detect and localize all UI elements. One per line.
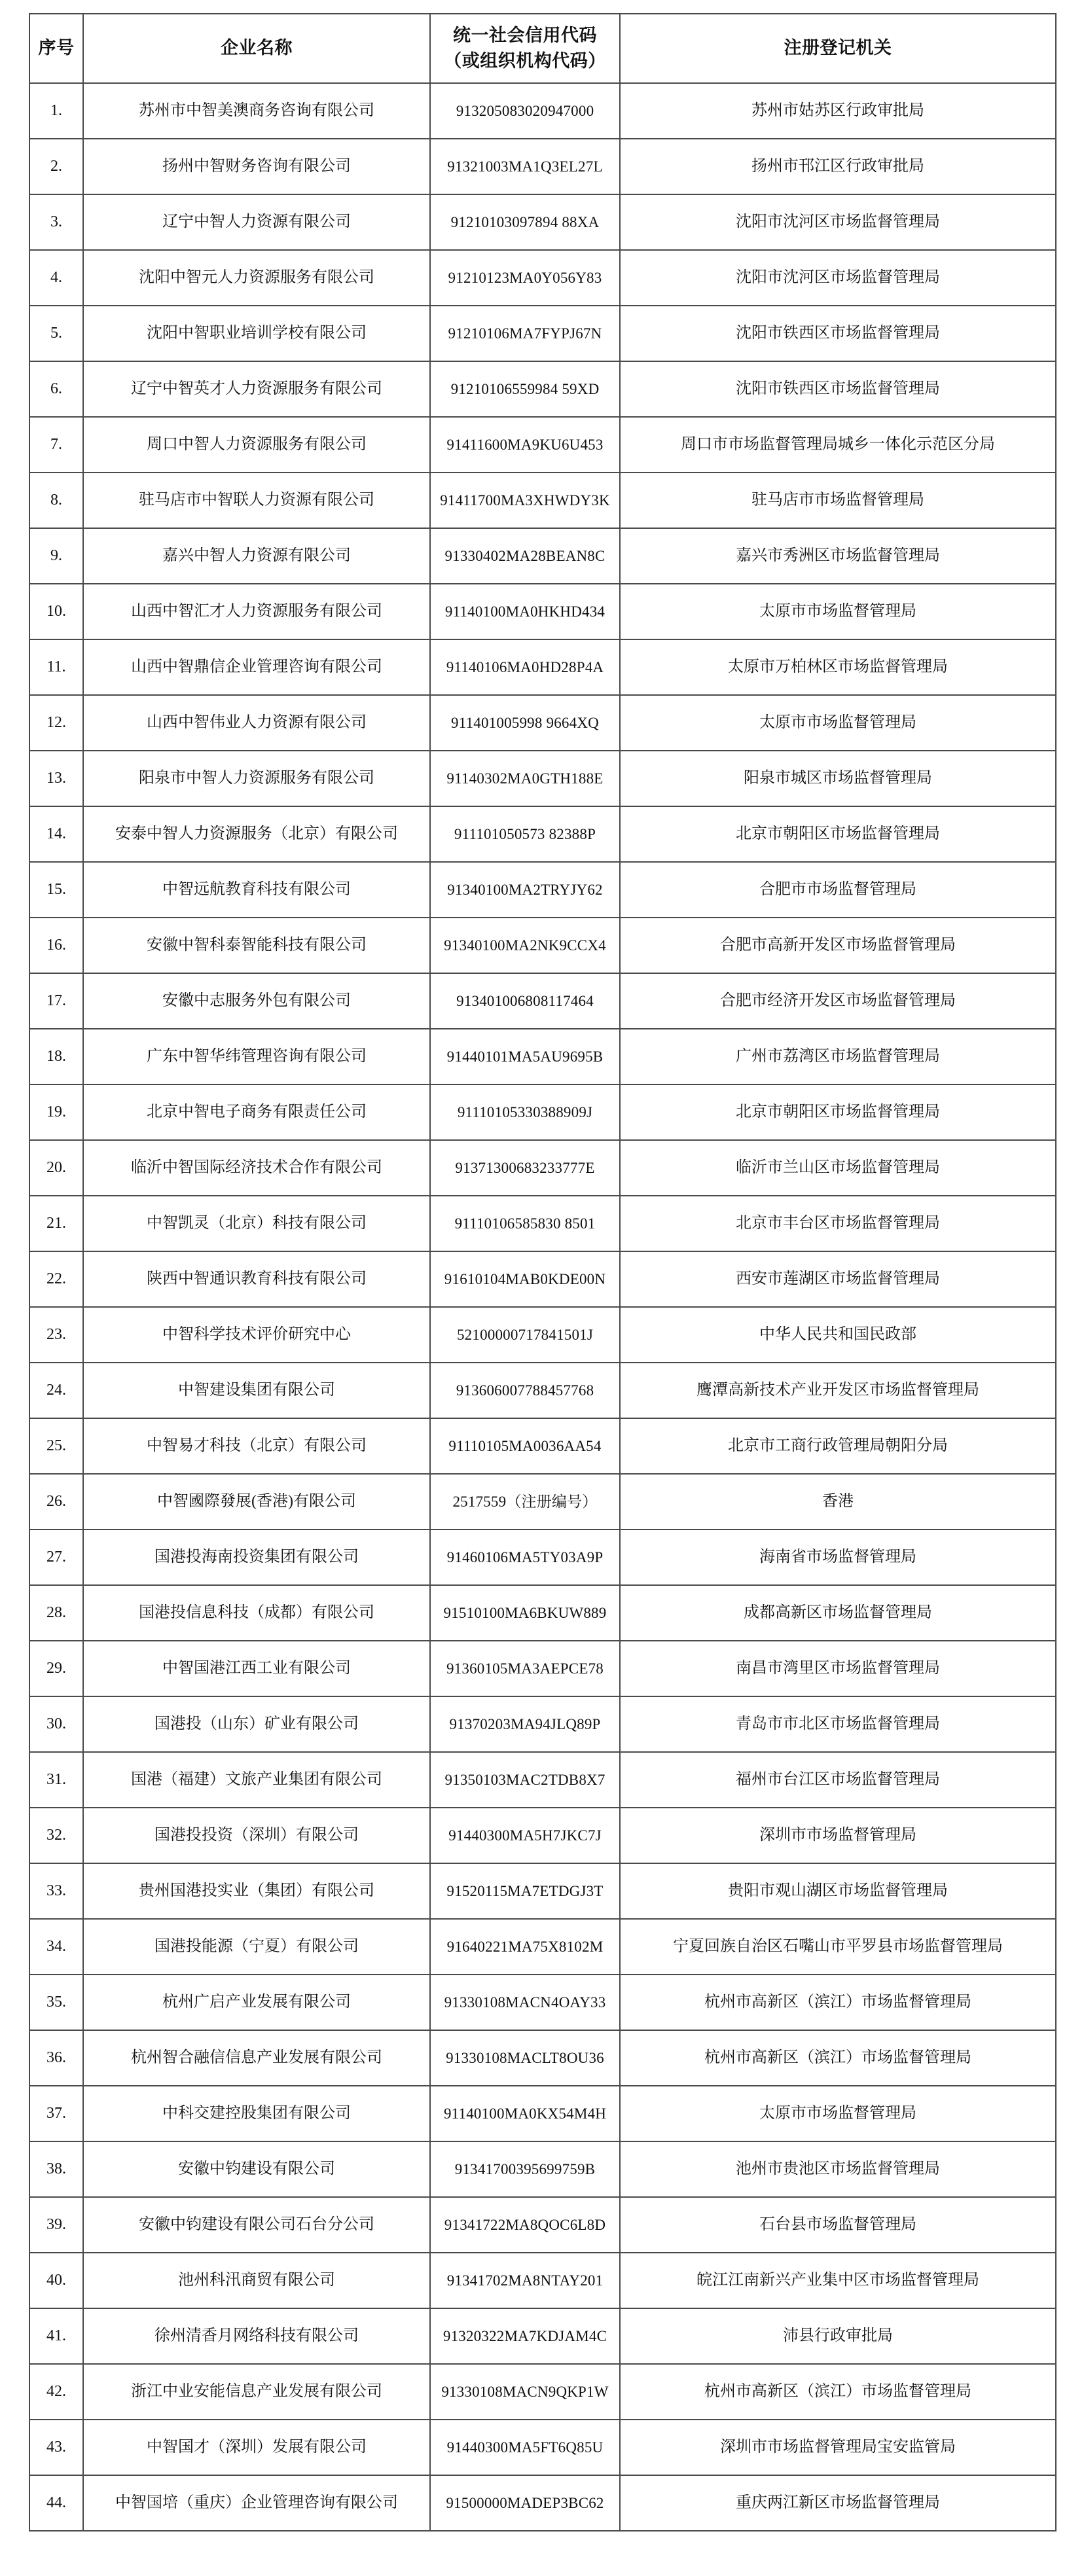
cell-credit-code: 91110105330388909J [430,1084,620,1140]
cell-enterprise-name: 中智國際發展(香港)有限公司 [83,1474,430,1530]
cell-registration-authority: 周口市市场监督管理局城乡一体化示范区分局 [620,417,1056,473]
cell-enterprise-name: 中智科学技术评价研究中心 [83,1307,430,1363]
cell-credit-code: 2517559（注册编号） [430,1474,620,1530]
cell-registration-authority: 深圳市市场监督管理局宝安监管局 [620,2420,1056,2475]
cell-enterprise-name: 中智凯灵（北京）科技有限公司 [83,1196,430,1251]
cell-index: 4. [29,250,83,306]
cell-registration-authority: 太原市市场监督管理局 [620,695,1056,751]
cell-enterprise-name: 安泰中智人力资源服务（北京）有限公司 [83,806,430,862]
table-row [29,139,1056,194]
cell-index: 39. [29,2197,83,2253]
cell-enterprise-name: 临沂中智国际经济技术合作有限公司 [83,1140,430,1196]
table-row [29,1975,1056,2030]
cell-registration-authority: 杭州市高新区（滨江）市场监督管理局 [620,1975,1056,2030]
table-row [29,2420,1056,2475]
cell-enterprise-name: 中智远航教育科技有限公司 [83,862,430,918]
cell-registration-authority: 海南省市场监督管理局 [620,1530,1056,1585]
cell-index: 31. [29,1752,83,1808]
cell-registration-authority: 沈阳市铁西区市场监督管理局 [620,361,1056,417]
cell-enterprise-name: 国港（福建）文旅产业集团有限公司 [83,1752,430,1808]
cell-credit-code: 91210106559984 59XD [430,361,620,417]
cell-index: 22. [29,1251,83,1307]
cell-index: 16. [29,918,83,973]
cell-credit-code: 91330108MACLT8OU36 [430,2030,620,2086]
cell-enterprise-name: 山西中智汇才人力资源服务有限公司 [83,584,430,639]
table-row [29,1752,1056,1808]
cell-registration-authority: 嘉兴市秀洲区市场监督管理局 [620,528,1056,584]
cell-registration-authority: 鹰潭高新技术产业开发区市场监督管理局 [620,1363,1056,1418]
cell-credit-code: 91640221MA75X8102M [430,1919,620,1975]
cell-index: 11. [29,639,83,695]
cell-index: 27. [29,1530,83,1585]
cell-registration-authority: 福州市台江区市场监督管理局 [620,1752,1056,1808]
cell-credit-code: 91140100MA0HKHD434 [430,584,620,639]
cell-credit-code: 91110105MA0036AA54 [430,1418,620,1474]
cell-registration-authority: 杭州市高新区（滨江）市场监督管理局 [620,2364,1056,2420]
cell-registration-authority: 沈阳市铁西区市场监督管理局 [620,306,1056,361]
cell-registration-authority: 深圳市市场监督管理局 [620,1808,1056,1863]
cell-index: 15. [29,862,83,918]
table-row [29,1530,1056,1585]
cell-enterprise-name: 沈阳中智元人力资源服务有限公司 [83,250,430,306]
cell-registration-authority: 贵阳市观山湖区市场监督管理局 [620,1863,1056,1919]
cell-enterprise-name: 国港投（山东）矿业有限公司 [83,1696,430,1752]
column-header-code-line-1: 统一社会信用代码 [453,25,597,45]
cell-registration-authority: 西安市莲湖区市场监督管理局 [620,1251,1056,1307]
cell-credit-code: 91210123MA0Y056Y83 [430,250,620,306]
cell-credit-code: 91340100MA2TRYJY62 [430,862,620,918]
cell-registration-authority: 苏州市姑苏区行政审批局 [620,83,1056,139]
cell-registration-authority: 太原市市场监督管理局 [620,584,1056,639]
cell-registration-authority: 临沂市兰山区市场监督管理局 [620,1140,1056,1196]
table-header [29,14,1056,83]
cell-registration-authority: 北京市丰台区市场监督管理局 [620,1196,1056,1251]
cell-enterprise-name: 辽宁中智人力资源有限公司 [83,194,430,250]
cell-enterprise-name: 安徽中志服务外包有限公司 [83,973,430,1029]
enterprise-registry-table [29,13,1057,2531]
cell-index: 36. [29,2030,83,2086]
cell-index: 10. [29,584,83,639]
cell-credit-code: 91341722MA8QOC6L8D [430,2197,620,2253]
table-row [29,1418,1056,1474]
cell-credit-code: 91510100MA6BKUW889 [430,1585,620,1641]
cell-credit-code: 911101050573 82388P [430,806,620,862]
cell-registration-authority: 合肥市经济开发区市场监督管理局 [620,973,1056,1029]
table-row [29,918,1056,973]
cell-enterprise-name: 中智国才（深圳）发展有限公司 [83,2420,430,2475]
table-row [29,528,1056,584]
cell-credit-code: 91110106585830 8501 [430,1196,620,1251]
cell-registration-authority: 合肥市市场监督管理局 [620,862,1056,918]
cell-index: 26. [29,1474,83,1530]
table-row [29,1919,1056,1975]
cell-credit-code: 91341700395699759B [430,2141,620,2197]
cell-enterprise-name: 国港投能源（宁夏）有限公司 [83,1919,430,1975]
column-header-org-line-1: 注册登记机关 [784,38,892,58]
column-header-index [29,14,83,83]
cell-enterprise-name: 北京中智电子商务有限责任公司 [83,1084,430,1140]
cell-registration-authority: 沛县行政审批局 [620,2308,1056,2364]
cell-index: 38. [29,2141,83,2197]
cell-index: 9. [29,528,83,584]
cell-index: 35. [29,1975,83,2030]
cell-registration-authority: 石台县市场监督管理局 [620,2197,1056,2253]
cell-enterprise-name: 嘉兴中智人力资源有限公司 [83,528,430,584]
cell-index: 42. [29,2364,83,2420]
cell-credit-code: 91330108MACN9QKP1W [430,2364,620,2420]
table-row [29,1863,1056,1919]
cell-credit-code: 913401006808117464 [430,973,620,1029]
cell-credit-code: 91411700MA3XHWDY3K [430,473,620,528]
cell-registration-authority: 驻马店市市场监督管理局 [620,473,1056,528]
table-row [29,751,1056,806]
cell-credit-code: 91140100MA0KX54M4H [430,2086,620,2141]
cell-index: 32. [29,1808,83,1863]
cell-enterprise-name: 周口中智人力资源服务有限公司 [83,417,430,473]
cell-index: 1. [29,83,83,139]
table-row [29,2030,1056,2086]
cell-enterprise-name: 山西中智鼎信企业管理咨询有限公司 [83,639,430,695]
cell-registration-authority: 太原市万柏林区市场监督管理局 [620,639,1056,695]
cell-credit-code: 91520115MA7ETDGJ3T [430,1863,620,1919]
cell-index: 33. [29,1863,83,1919]
column-header-org [620,14,1056,83]
cell-credit-code: 91321003MA1Q3EL27L [430,139,620,194]
cell-index: 25. [29,1418,83,1474]
header-row [29,14,1056,83]
cell-index: 43. [29,2420,83,2475]
cell-enterprise-name: 杭州广启产业发展有限公司 [83,1975,430,2030]
table-row [29,1808,1056,1863]
table-row [29,2475,1056,2531]
cell-enterprise-name: 国港投投资（深圳）有限公司 [83,1808,430,1863]
cell-index: 6. [29,361,83,417]
table-row [29,1696,1056,1752]
cell-credit-code: 91210106MA7FYPJ67N [430,306,620,361]
table-row [29,194,1056,250]
cell-enterprise-name: 辽宁中智英才人力资源服务有限公司 [83,361,430,417]
cell-enterprise-name: 徐州清香月网络科技有限公司 [83,2308,430,2364]
cell-enterprise-name: 中科交建控股集团有限公司 [83,2086,430,2141]
cell-index: 5. [29,306,83,361]
cell-registration-authority: 北京市朝阳区市场监督管理局 [620,806,1056,862]
cell-index: 17. [29,973,83,1029]
table-row [29,1641,1056,1696]
cell-index: 29. [29,1641,83,1696]
table-row [29,1474,1056,1530]
table-row [29,1029,1056,1084]
table-row [29,862,1056,918]
cell-enterprise-name: 驻马店市中智联人力资源有限公司 [83,473,430,528]
cell-enterprise-name: 山西中智伟业人力资源有限公司 [83,695,430,751]
cell-credit-code: 52100000717841501J [430,1307,620,1363]
cell-index: 20. [29,1140,83,1196]
cell-credit-code: 91460106MA5TY03A9P [430,1530,620,1585]
table-row [29,361,1056,417]
cell-enterprise-name: 阳泉市中智人力资源服务有限公司 [83,751,430,806]
cell-index: 34. [29,1919,83,1975]
cell-registration-authority: 沈阳市沈河区市场监督管理局 [620,194,1056,250]
cell-index: 19. [29,1084,83,1140]
cell-index: 21. [29,1196,83,1251]
cell-credit-code: 91500000MADEP3BC62 [430,2475,620,2531]
table-row [29,1084,1056,1140]
cell-registration-authority: 池州市贵池区市场监督管理局 [620,2141,1056,2197]
cell-enterprise-name: 中智建设集团有限公司 [83,1363,430,1418]
table-row [29,695,1056,751]
cell-credit-code: 91370203MA94JLQ89P [430,1696,620,1752]
cell-enterprise-name: 国港投信息科技（成都）有限公司 [83,1585,430,1641]
cell-credit-code: 91360105MA3AEPCE78 [430,1641,620,1696]
cell-registration-authority: 重庆两江新区市场监督管理局 [620,2475,1056,2531]
table-row [29,2253,1056,2308]
column-header-index-line-1: 序号 [38,38,75,58]
table-row [29,417,1056,473]
cell-enterprise-name: 安徽中钧建设有限公司石台分公司 [83,2197,430,2253]
cell-credit-code: 913205083020947000 [430,83,620,139]
column-header-code [430,14,620,83]
cell-index: 7. [29,417,83,473]
cell-enterprise-name: 陕西中智通识教育科技有限公司 [83,1251,430,1307]
cell-registration-authority: 太原市市场监督管理局 [620,2086,1056,2141]
cell-credit-code: 91140106MA0HD28P4A [430,639,620,695]
cell-registration-authority: 北京市工商行政管理局朝阳分局 [620,1418,1056,1474]
cell-credit-code: 91320322MA7KDJAM4C [430,2308,620,2364]
cell-credit-code: 91140302MA0GTH188E [430,751,620,806]
cell-credit-code: 91350103MAC2TDB8X7 [430,1752,620,1808]
cell-index: 37. [29,2086,83,2141]
cell-enterprise-name: 浙江中业安能信息产业发展有限公司 [83,2364,430,2420]
cell-index: 14. [29,806,83,862]
cell-index: 28. [29,1585,83,1641]
table-row [29,1196,1056,1251]
cell-index: 13. [29,751,83,806]
table-row [29,473,1056,528]
table-row [29,806,1056,862]
table-row [29,1363,1056,1418]
table-row [29,1585,1056,1641]
cell-index: 3. [29,194,83,250]
column-header-code-line-2: （或组织机构代码） [444,51,606,71]
cell-enterprise-name: 中智国培（重庆）企业管理咨询有限公司 [83,2475,430,2531]
cell-index: 12. [29,695,83,751]
table-row [29,2308,1056,2364]
cell-index: 2. [29,139,83,194]
cell-enterprise-name: 池州科汛商贸有限公司 [83,2253,430,2308]
cell-enterprise-name: 苏州市中智美澳商务咨询有限公司 [83,83,430,139]
cell-enterprise-name: 中智国港江西工业有限公司 [83,1641,430,1696]
cell-index: 8. [29,473,83,528]
cell-registration-authority: 杭州市高新区（滨江）市场监督管理局 [620,2030,1056,2086]
table-row [29,639,1056,695]
cell-index: 24. [29,1363,83,1418]
cell-enterprise-name: 扬州中智财务咨询有限公司 [83,139,430,194]
cell-credit-code: 911401005998 9664XQ [430,695,620,751]
cell-enterprise-name: 安徽中钧建设有限公司 [83,2141,430,2197]
cell-enterprise-name: 沈阳中智职业培训学校有限公司 [83,306,430,361]
cell-registration-authority: 广州市荔湾区市场监督管理局 [620,1029,1056,1084]
table-row [29,2364,1056,2420]
cell-index: 41. [29,2308,83,2364]
cell-enterprise-name: 杭州智合融信信息产业发展有限公司 [83,2030,430,2086]
cell-credit-code: 91210103097894 88XA [430,194,620,250]
table-row [29,1307,1056,1363]
cell-registration-authority: 阳泉市城区市场监督管理局 [620,751,1056,806]
cell-registration-authority: 南昌市湾里区市场监督管理局 [620,1641,1056,1696]
cell-credit-code: 91411600MA9KU6U453 [430,417,620,473]
cell-credit-code: 91340100MA2NK9CCX4 [430,918,620,973]
cell-registration-authority: 沈阳市沈河区市场监督管理局 [620,250,1056,306]
table-row [29,83,1056,139]
cell-credit-code: 91440300MA5FT6Q85U [430,2420,620,2475]
cell-credit-code: 91440300MA5H7JKC7J [430,1808,620,1863]
cell-index: 40. [29,2253,83,2308]
cell-registration-authority: 合肥市高新开发区市场监督管理局 [620,918,1056,973]
column-header-name-line-1: 企业名称 [221,38,293,58]
cell-credit-code: 91610104MAB0KDE00N [430,1251,620,1307]
cell-credit-code: 91341702MA8NTAY201 [430,2253,620,2308]
table-row [29,250,1056,306]
table-row [29,1140,1056,1196]
cell-registration-authority: 成都高新区市场监督管理局 [620,1585,1056,1641]
cell-registration-authority: 香港 [620,1474,1056,1530]
table-body [29,83,1056,2531]
cell-index: 23. [29,1307,83,1363]
table-row [29,2141,1056,2197]
cell-registration-authority: 皖江江南新兴产业集中区市场监督管理局 [620,2253,1056,2308]
cell-enterprise-name: 贵州国港投实业（集团）有限公司 [83,1863,430,1919]
table-row [29,973,1056,1029]
cell-enterprise-name: 中智易才科技（北京）有限公司 [83,1418,430,1474]
table-row [29,306,1056,361]
cell-enterprise-name: 安徽中智科泰智能科技有限公司 [83,918,430,973]
column-header-name [83,14,430,83]
table-row [29,2197,1056,2253]
table-row [29,1251,1056,1307]
cell-enterprise-name: 广东中智华纬管理咨询有限公司 [83,1029,430,1084]
cell-credit-code: 913606007788457768 [430,1363,620,1418]
cell-credit-code: 91330402MA28BEAN8C [430,528,620,584]
cell-registration-authority: 北京市朝阳区市场监督管理局 [620,1084,1056,1140]
cell-registration-authority: 宁夏回族自治区石嘴山市平罗县市场监督管理局 [620,1919,1056,1975]
cell-credit-code: 91440101MA5AU9695B [430,1029,620,1084]
cell-registration-authority: 中华人民共和国民政部 [620,1307,1056,1363]
cell-enterprise-name: 国港投海南投资集团有限公司 [83,1530,430,1585]
cell-credit-code: 91330108MACN4OAY33 [430,1975,620,2030]
cell-credit-code: 91371300683233777E [430,1140,620,1196]
cell-index: 30. [29,1696,83,1752]
cell-index: 18. [29,1029,83,1084]
cell-registration-authority: 扬州市邗江区行政审批局 [620,139,1056,194]
cell-index: 44. [29,2475,83,2531]
table-row [29,584,1056,639]
table-row [29,2086,1056,2141]
cell-registration-authority: 青岛市市北区市场监督管理局 [620,1696,1056,1752]
